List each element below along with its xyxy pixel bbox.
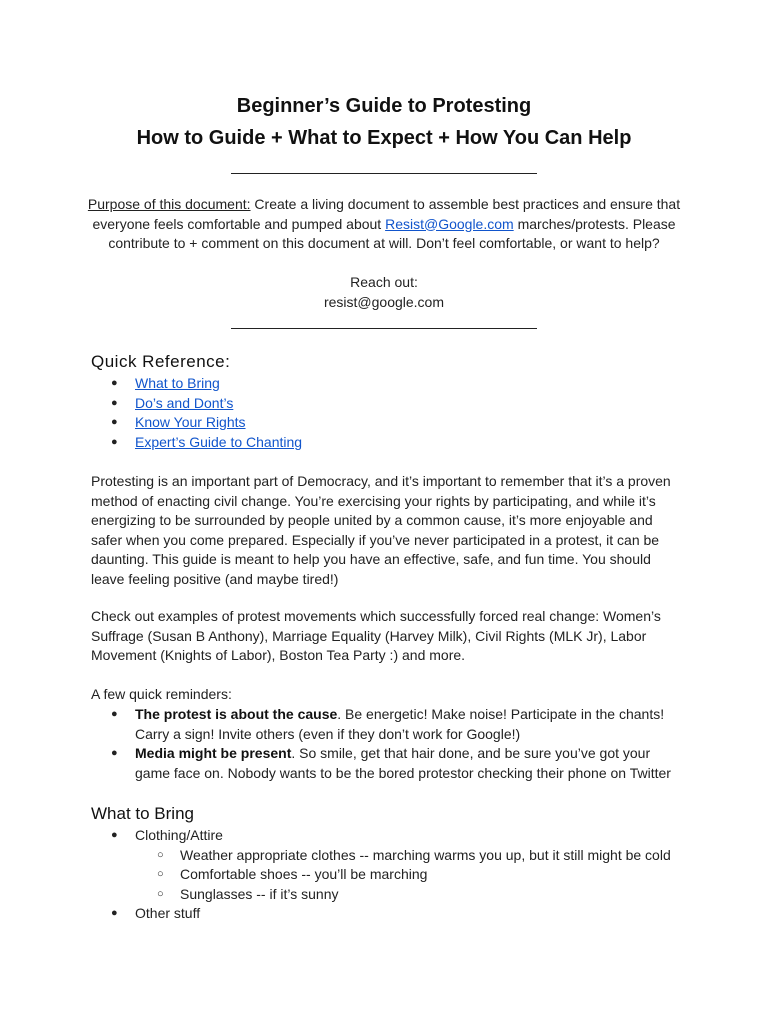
- reminder-bold: Media might be present: [135, 745, 292, 761]
- reminder-text: . Be energetic! Make noise! Participate in the chants! Carry a sign! Invite others (even if they don’t work for Google!): [135, 706, 665, 742]
- document-subtitle: How to Guide + What to Expect + How You Can Help: [136, 127, 632, 149]
- list-item: [91, 744, 676, 783]
- link-chanting-guide[interactable]: Expert’s Guide to Chanting: [135, 433, 303, 450]
- bullet-icon: ●: [111, 708, 118, 720]
- list-item: [91, 904, 691, 924]
- clothing-item: Sunglasses -- if it’s sunny: [180, 885, 339, 902]
- intro-paragraph: Protesting is an important part of Democracy, and it’s important to remember that it’s a proven method of enacting civil change. You’re exercising your rights by participating, and while it’s energizing to be surrounded by people united by a common cause, it’s more enjoyable and safer when you come prepared. Especially if you’ve never participated in a protest, it can be daunting. This guide is meant to help you have an effective, safe, and fun time. You should leave feeling positive (and maybe tired!): [91, 473, 671, 587]
- clothing-sublist: [135, 846, 691, 905]
- clothing-label: Clothing/Attire: [135, 827, 223, 843]
- purpose-label: Purpose of this document:: [87, 196, 251, 212]
- list-item: [91, 705, 676, 744]
- reminders-intro: A few quick reminders:: [91, 686, 232, 702]
- reminder-text: . So smile, get that hair done, and be sure you’ve got your game face on. Nobody wants to be the bored protestor checking their phone on Twitter: [135, 745, 671, 781]
- resist-link[interactable]: Resist@Google.com: [385, 215, 514, 232]
- hollow-bullet-icon: ○: [157, 848, 164, 861]
- bullet-icon: ●: [111, 435, 118, 448]
- hollow-bullet-icon: ○: [157, 887, 164, 900]
- bullet-icon: ●: [111, 907, 118, 919]
- link-dos-and-donts[interactable]: Do’s and Dont’s: [135, 394, 234, 411]
- list-item: [135, 865, 691, 885]
- examples-paragraph: Check out examples of protest movements which successfully forced real change: Women’s Suffrage (Susan B Anthony), Marriage Equality (Harvey Milk), Civil Rights (MLK Jr), Labor Movement (Knights of Labor), Boston Tea Party :) and more.: [91, 608, 661, 663]
- list-item: [91, 826, 691, 904]
- divider-top: [231, 173, 537, 174]
- bullet-icon: ●: [111, 829, 118, 841]
- reach-out-email: resist@google.com: [323, 293, 445, 310]
- quick-reference-heading: Quick Reference:: [91, 352, 231, 371]
- link-what-to-bring[interactable]: What to Bring: [135, 375, 220, 391]
- bullet-icon: ●: [111, 747, 118, 759]
- list-item: [91, 413, 676, 433]
- document-title: Beginner’s Guide to Protesting: [236, 95, 532, 117]
- purpose-paragraph: [84, 195, 684, 254]
- other-stuff-label: Other stuff: [135, 905, 201, 921]
- reach-out-block: [84, 273, 684, 312]
- reminders-list: [91, 705, 676, 783]
- list-item: [91, 394, 676, 414]
- hollow-bullet-icon: ○: [157, 868, 164, 880]
- list-item: [135, 885, 691, 905]
- quick-reference-list: [91, 374, 676, 452]
- link-know-your-rights[interactable]: Know Your Rights: [135, 414, 246, 430]
- purpose-text-after: marches/protests. Please contribute to + comment on this document at will. Don’t feel comfortable, or want to help?: [108, 215, 676, 251]
- bullet-icon: ●: [111, 416, 118, 428]
- reminder-bold: The protest is about the cause: [135, 706, 338, 722]
- list-item: [91, 433, 676, 453]
- bullet-icon: ●: [111, 396, 118, 409]
- bullet-icon: ●: [111, 377, 118, 389]
- list-item: [91, 374, 676, 394]
- what-to-bring-list: [91, 826, 691, 924]
- purpose-text-before: Create a living document to assemble best practices and ensure that everyone feels comfortable and pumped about: [92, 196, 681, 232]
- divider-bottom: [231, 328, 537, 329]
- list-item: [135, 846, 691, 866]
- clothing-item: Comfortable shoes -- you’ll be marching: [180, 866, 428, 882]
- clothing-item: Weather appropriate clothes -- marching warms you up, but it still might be cold: [180, 846, 671, 863]
- what-to-bring-heading: What to Bring: [91, 804, 194, 823]
- reach-out-label: Reach out:: [350, 274, 418, 290]
